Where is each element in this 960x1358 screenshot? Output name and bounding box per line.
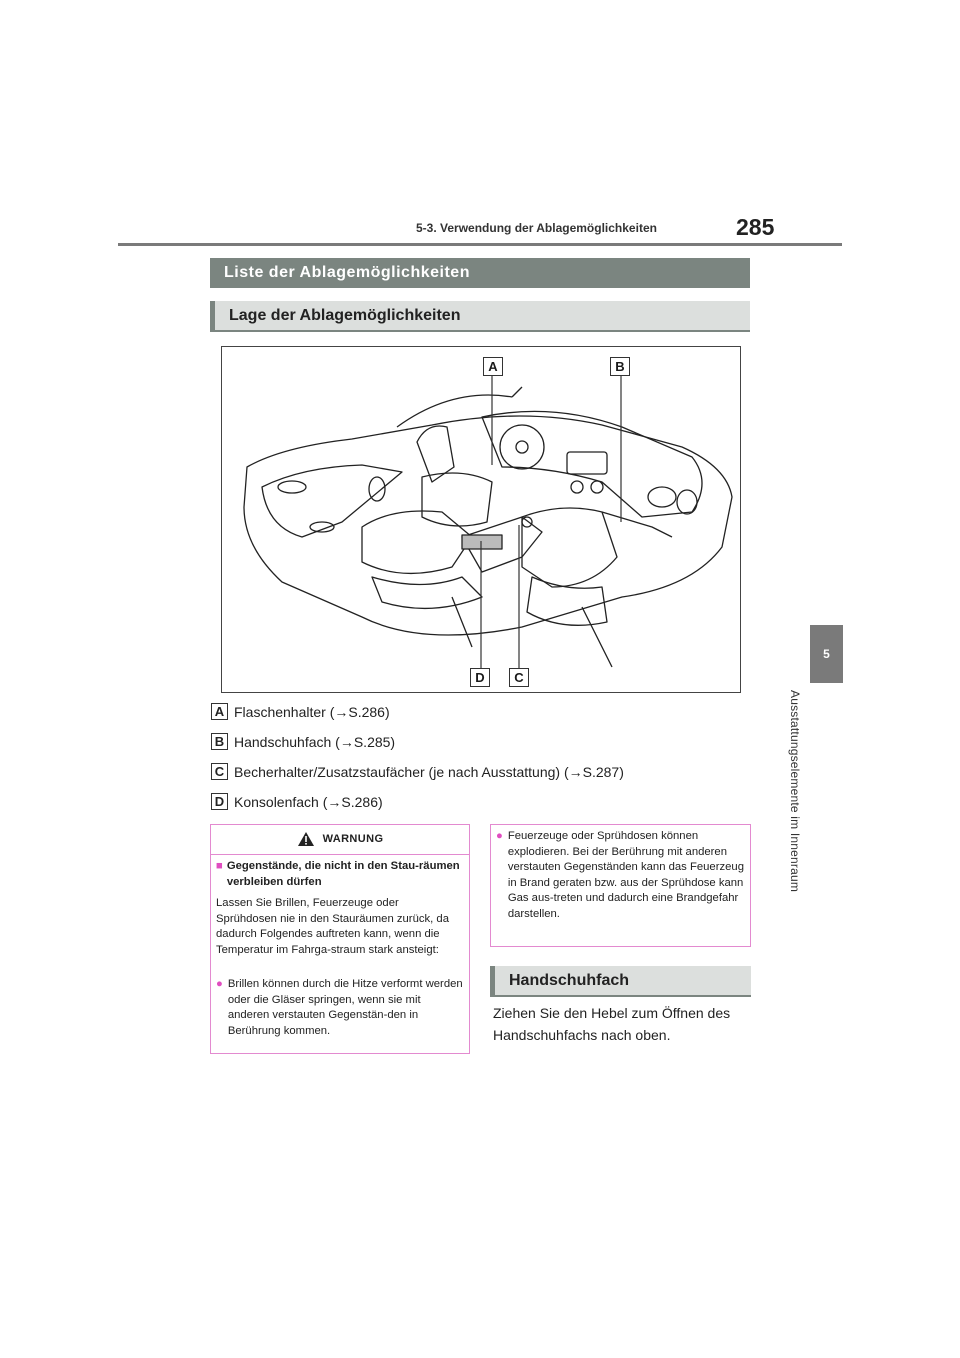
- warning-title: WARNUNG: [322, 833, 384, 845]
- legend-item-a: [211, 703, 390, 720]
- legend-item-c: [211, 763, 624, 780]
- glovebox-text: Ziehen Sie den Hebel zum Öffnen des Handschuhfachs nach oben.: [493, 1005, 731, 1043]
- warning-box-right: [490, 824, 751, 947]
- chapter-title: Ausstattungselemente im Innenraum: [788, 690, 802, 893]
- car-interior-figure: [221, 346, 741, 693]
- chapter-number: 5: [823, 647, 830, 661]
- sub-heading: Lage der Ablagemöglichkeiten: [210, 301, 750, 332]
- callout-c: C: [509, 668, 529, 687]
- warning-divider: [211, 854, 469, 855]
- main-heading: Liste der Ablagemöglichkeiten: [210, 258, 750, 288]
- warning-bullet-2: [496, 829, 746, 922]
- square-bullet-icon: ■: [216, 860, 223, 872]
- warning-triangle-icon: [297, 831, 315, 847]
- warning-subheading: [216, 859, 464, 890]
- legend-letter: B: [211, 733, 228, 750]
- section-title: 5-3. Verwendung der Ablagemöglichkeiten: [416, 221, 657, 235]
- legend-letter: A: [211, 703, 228, 720]
- warning-bullet-2-text: Feuerzeuge oder Sprühdosen können explodieren. Bei der Berührung mit anderen verstauten Gegenständen kann das Feuerzeug in Brand geraten bzw. aus der Sprühdose kann Gas aus-treten und dadurch eine Brandgefahr darstellen.: [507, 830, 744, 920]
- header-rule: [118, 243, 842, 246]
- legend-text: Flaschenhalter (→S.286): [234, 703, 390, 720]
- car-interior-illustration: [222, 347, 740, 692]
- legend-letter: C: [211, 763, 228, 780]
- callout-a: A: [483, 357, 503, 376]
- legend-letter: D: [211, 793, 228, 810]
- warning-paragraph: Lassen Sie Brillen, Feuerzeuge oder Sprühdosen nie in den Stauräumen zurück, da dadurch Folgendes auftreten kann, wenn die Temperatur im Fahrga-straum stark ansteigt:: [216, 897, 449, 956]
- callout-d: D: [470, 668, 490, 687]
- warning-bullet-1: [216, 977, 464, 1039]
- legend-text: Konsolenfach (→S.286): [234, 793, 383, 810]
- legend-item-d: [211, 793, 383, 810]
- legend-item-b: [211, 733, 395, 750]
- warning-box-left: [210, 824, 470, 1054]
- legend-text: Becherhalter/Zusatzstaufächer (je nach Ausstattung) (→S.287): [234, 763, 624, 780]
- circle-bullet-icon: ●: [216, 978, 223, 990]
- glovebox-heading: Handschuhfach: [490, 966, 751, 997]
- chapter-tab[interactable]: [810, 625, 843, 683]
- circle-bullet-icon: ●: [496, 830, 503, 842]
- warning-bullet-1-text: Brillen können durch die Hitze verformt werden oder die Gläser springen, wenn sie mit anderen verstauten Gegenstän-den in Berührung kommen.: [227, 978, 463, 1037]
- warning-header: [211, 825, 469, 853]
- legend-text: Handschuhfach (→S.285): [234, 733, 396, 750]
- page-number: 285: [736, 214, 775, 240]
- warning-subheading-text: Gegenstände, die nicht in den Stau-räumen verbleiben dürfen: [226, 860, 460, 888]
- callout-b: B: [610, 357, 630, 376]
